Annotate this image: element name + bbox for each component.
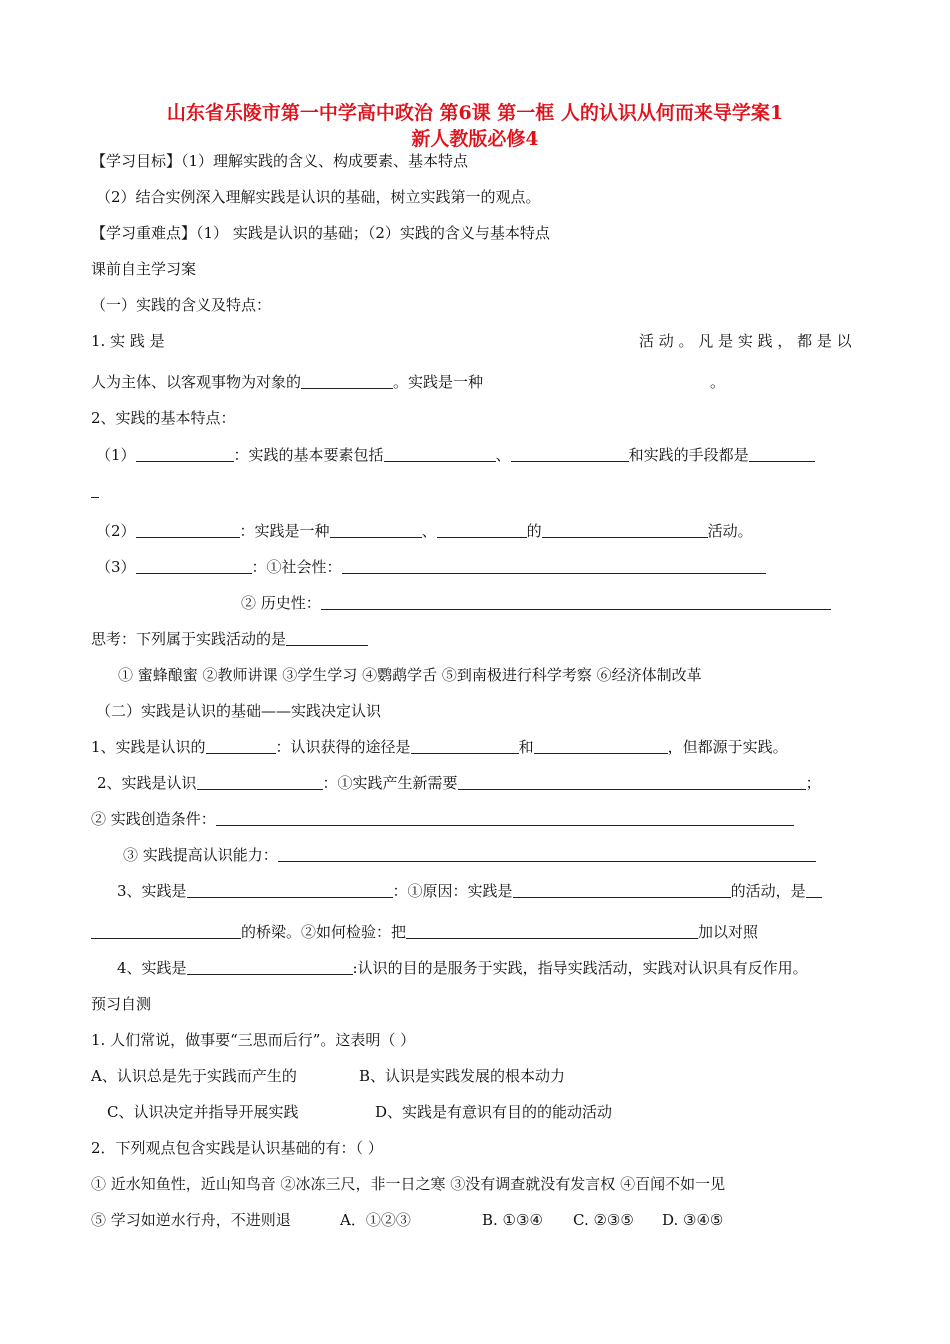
feature-1 xyxy=(96,445,815,465)
fill-blank[interactable] xyxy=(806,882,822,898)
fill-blank[interactable] xyxy=(206,738,276,754)
role-1 xyxy=(91,737,788,757)
quiz-q1-option-d: D、实践是有意识有目的的能动活动 xyxy=(375,1103,613,1121)
key-points-label: 【学习重难点】 xyxy=(91,224,197,242)
r2-text-e: ③ 实践提高认识能力： xyxy=(123,846,278,864)
feature-2 xyxy=(96,521,753,541)
role-3 xyxy=(117,881,822,901)
quiz-q2-option-a: A．①②③ xyxy=(340,1211,411,1229)
role-2-conditions xyxy=(91,809,794,829)
think-question xyxy=(91,629,368,649)
r3-text-e: 加以对照 xyxy=(698,923,759,941)
r4-text-a: 4、实践是 xyxy=(117,959,187,977)
f3-number: （3） xyxy=(96,558,136,576)
f2-sep: 、 xyxy=(421,522,437,540)
quiz-q2-option-d: D. ③④⑤ xyxy=(662,1211,724,1229)
quiz-q2-statements: ① 近水知鱼性，近山知鸟音 ②冰冻三尺，非一日之寒 ③没有调查就没有发言权 ④百闻不如一见 xyxy=(91,1175,726,1193)
fill-blank[interactable] xyxy=(187,959,353,975)
fill-blank[interactable] xyxy=(342,558,766,574)
quiz-question-2: 2．下列观点包含实践是认识基础的有：（ ） xyxy=(91,1139,383,1157)
r1-text-a: 1、实践是认识的 xyxy=(91,738,206,756)
fill-blank[interactable] xyxy=(91,923,241,939)
quiz-q2-statement-5: ⑤ 学习如逆水行舟，不进则退 xyxy=(91,1211,291,1229)
fill-blank[interactable] xyxy=(330,522,422,538)
think-text: 思考：下列属于实践活动的是 xyxy=(91,630,287,648)
fill-blank[interactable] xyxy=(406,923,698,939)
role-2 xyxy=(97,773,821,793)
fill-blank[interactable] xyxy=(216,810,794,826)
r3-text-b: ：①原因：实践是 xyxy=(392,882,513,900)
feature-3 xyxy=(96,557,766,577)
fill-blank[interactable] xyxy=(286,630,368,646)
question-2-heading: 2、实践的基本特点： xyxy=(91,409,236,427)
quiz-q1-option-b: B、认识是实践发展的根本动力 xyxy=(359,1067,566,1085)
fill-blank[interactable] xyxy=(301,373,393,389)
quiz-q2-option-b: B. ①③④ xyxy=(482,1211,543,1229)
fill-blank[interactable] xyxy=(437,522,527,538)
document-title-line2: 新人教版必修4 xyxy=(411,128,539,150)
question-1-end: 活 动 。 凡 是 实 践 ， 都 是 以 xyxy=(639,332,852,350)
key-points xyxy=(91,223,550,243)
question-1-line2 xyxy=(91,372,483,392)
learning-goals xyxy=(91,151,468,171)
q1-text-d: 。实践是一种 xyxy=(393,373,484,391)
key-points-text: （1） 实践是认识的基础；（2）实践的含义与基本特点 xyxy=(196,224,550,242)
f2-text-e: 活动。 xyxy=(707,522,753,540)
fill-blank[interactable] xyxy=(458,774,806,790)
fill-blank[interactable] xyxy=(542,522,708,538)
fill-blank[interactable] xyxy=(197,774,323,790)
f1-text-b: ：实践的基本要素包括 xyxy=(233,446,384,464)
f1-sep: 、 xyxy=(495,446,511,464)
quiz-q2-option-c: C. ②③⑤ xyxy=(573,1211,634,1229)
role-2-ability xyxy=(123,845,816,865)
r3-text-c: 的活动，是 xyxy=(730,882,806,900)
fill-blank[interactable] xyxy=(136,558,252,574)
fill-blank[interactable] xyxy=(136,522,240,538)
q1-text-c: 人为主体、以客观事物为对象的 xyxy=(91,373,302,391)
fill-blank[interactable] xyxy=(749,446,815,462)
quiz-heading: 预习自测 xyxy=(91,995,152,1013)
q1-period: 。 xyxy=(710,373,726,391)
role-3-line2 xyxy=(91,922,758,942)
learning-goals-label: 【学习目标】 xyxy=(91,152,182,170)
r1-text-b: ：认识获得的途径是 xyxy=(275,738,411,756)
question-1-start: 1. 实 践 是 xyxy=(91,332,165,350)
think-options: ① 蜜蜂酿蜜 ②教师讲课 ③学生学习 ④鹦鹉学舌 ⑤到南极进行科学考察 ⑥经济体制改革 xyxy=(118,666,702,684)
learning-goal-1: （1）理解实践的含义、构成要素、基本特点 xyxy=(181,152,469,170)
fill-blank[interactable] xyxy=(513,882,731,898)
fill-blank[interactable] xyxy=(411,738,519,754)
r2-text-d: ② 实践创造条件： xyxy=(91,810,216,828)
r3-text-a: 3、实践是 xyxy=(117,882,187,900)
fill-blank[interactable] xyxy=(278,846,816,862)
fill-blank[interactable] xyxy=(384,446,496,462)
fill-blank[interactable] xyxy=(321,594,831,610)
section-1-heading: （一）实践的含义及特点： xyxy=(91,296,272,314)
learning-goal-2: （2）结合实例深入理解实践是认识的基础，树立实践第一的观点。 xyxy=(96,188,541,206)
r1-text-d: ，但都源于实践。 xyxy=(667,738,788,756)
f2-number: （2） xyxy=(96,522,136,540)
f3-historical: ② 历史性： xyxy=(241,594,321,612)
document-title-line1: 山东省乐陵市第一中学高中政治 第6课 第一框 人的认识从何而来导学案1 xyxy=(166,102,784,124)
section-heading-pre-study: 课前自主学习案 xyxy=(91,260,197,278)
fill-blank-continuation[interactable] xyxy=(91,482,99,498)
f2-text-d: 的 xyxy=(526,522,542,540)
f1-text-d: 和实践的手段都是 xyxy=(628,446,749,464)
quiz-q1-option-c: C、认识决定并指导开展实践 xyxy=(107,1103,299,1121)
r1-text-c: 和 xyxy=(518,738,534,756)
f3-social: ：①社会性： xyxy=(251,558,342,576)
r2-text-c: ； xyxy=(805,774,821,792)
section-2-heading: （二）实践是认识的基础——实践决定认识 xyxy=(96,702,382,720)
role-4 xyxy=(117,958,808,978)
feature-3-historical xyxy=(241,593,831,613)
quiz-q1-option-a: A、认识总是先于实践而产生的 xyxy=(91,1067,297,1085)
r2-text-a: 2、实践是认识 xyxy=(97,774,197,792)
f1-number: （1） xyxy=(96,446,136,464)
r3-text-d: 的桥梁。②如何检验：把 xyxy=(241,923,407,941)
r2-text-b: ：①实践产生新需要 xyxy=(322,774,458,792)
fill-blank[interactable] xyxy=(136,446,234,462)
fill-blank[interactable] xyxy=(511,446,629,462)
f2-text-b: ：实践是一种 xyxy=(239,522,330,540)
fill-blank[interactable] xyxy=(534,738,668,754)
fill-blank[interactable] xyxy=(187,882,393,898)
r4-text-b: :认识的目的是服务于实践，指导实践活动，实践对认识具有反作用。 xyxy=(352,959,808,977)
quiz-question-1: 1. 人们常说，做事要“三思而后行”。这表明（ ） xyxy=(91,1031,416,1049)
